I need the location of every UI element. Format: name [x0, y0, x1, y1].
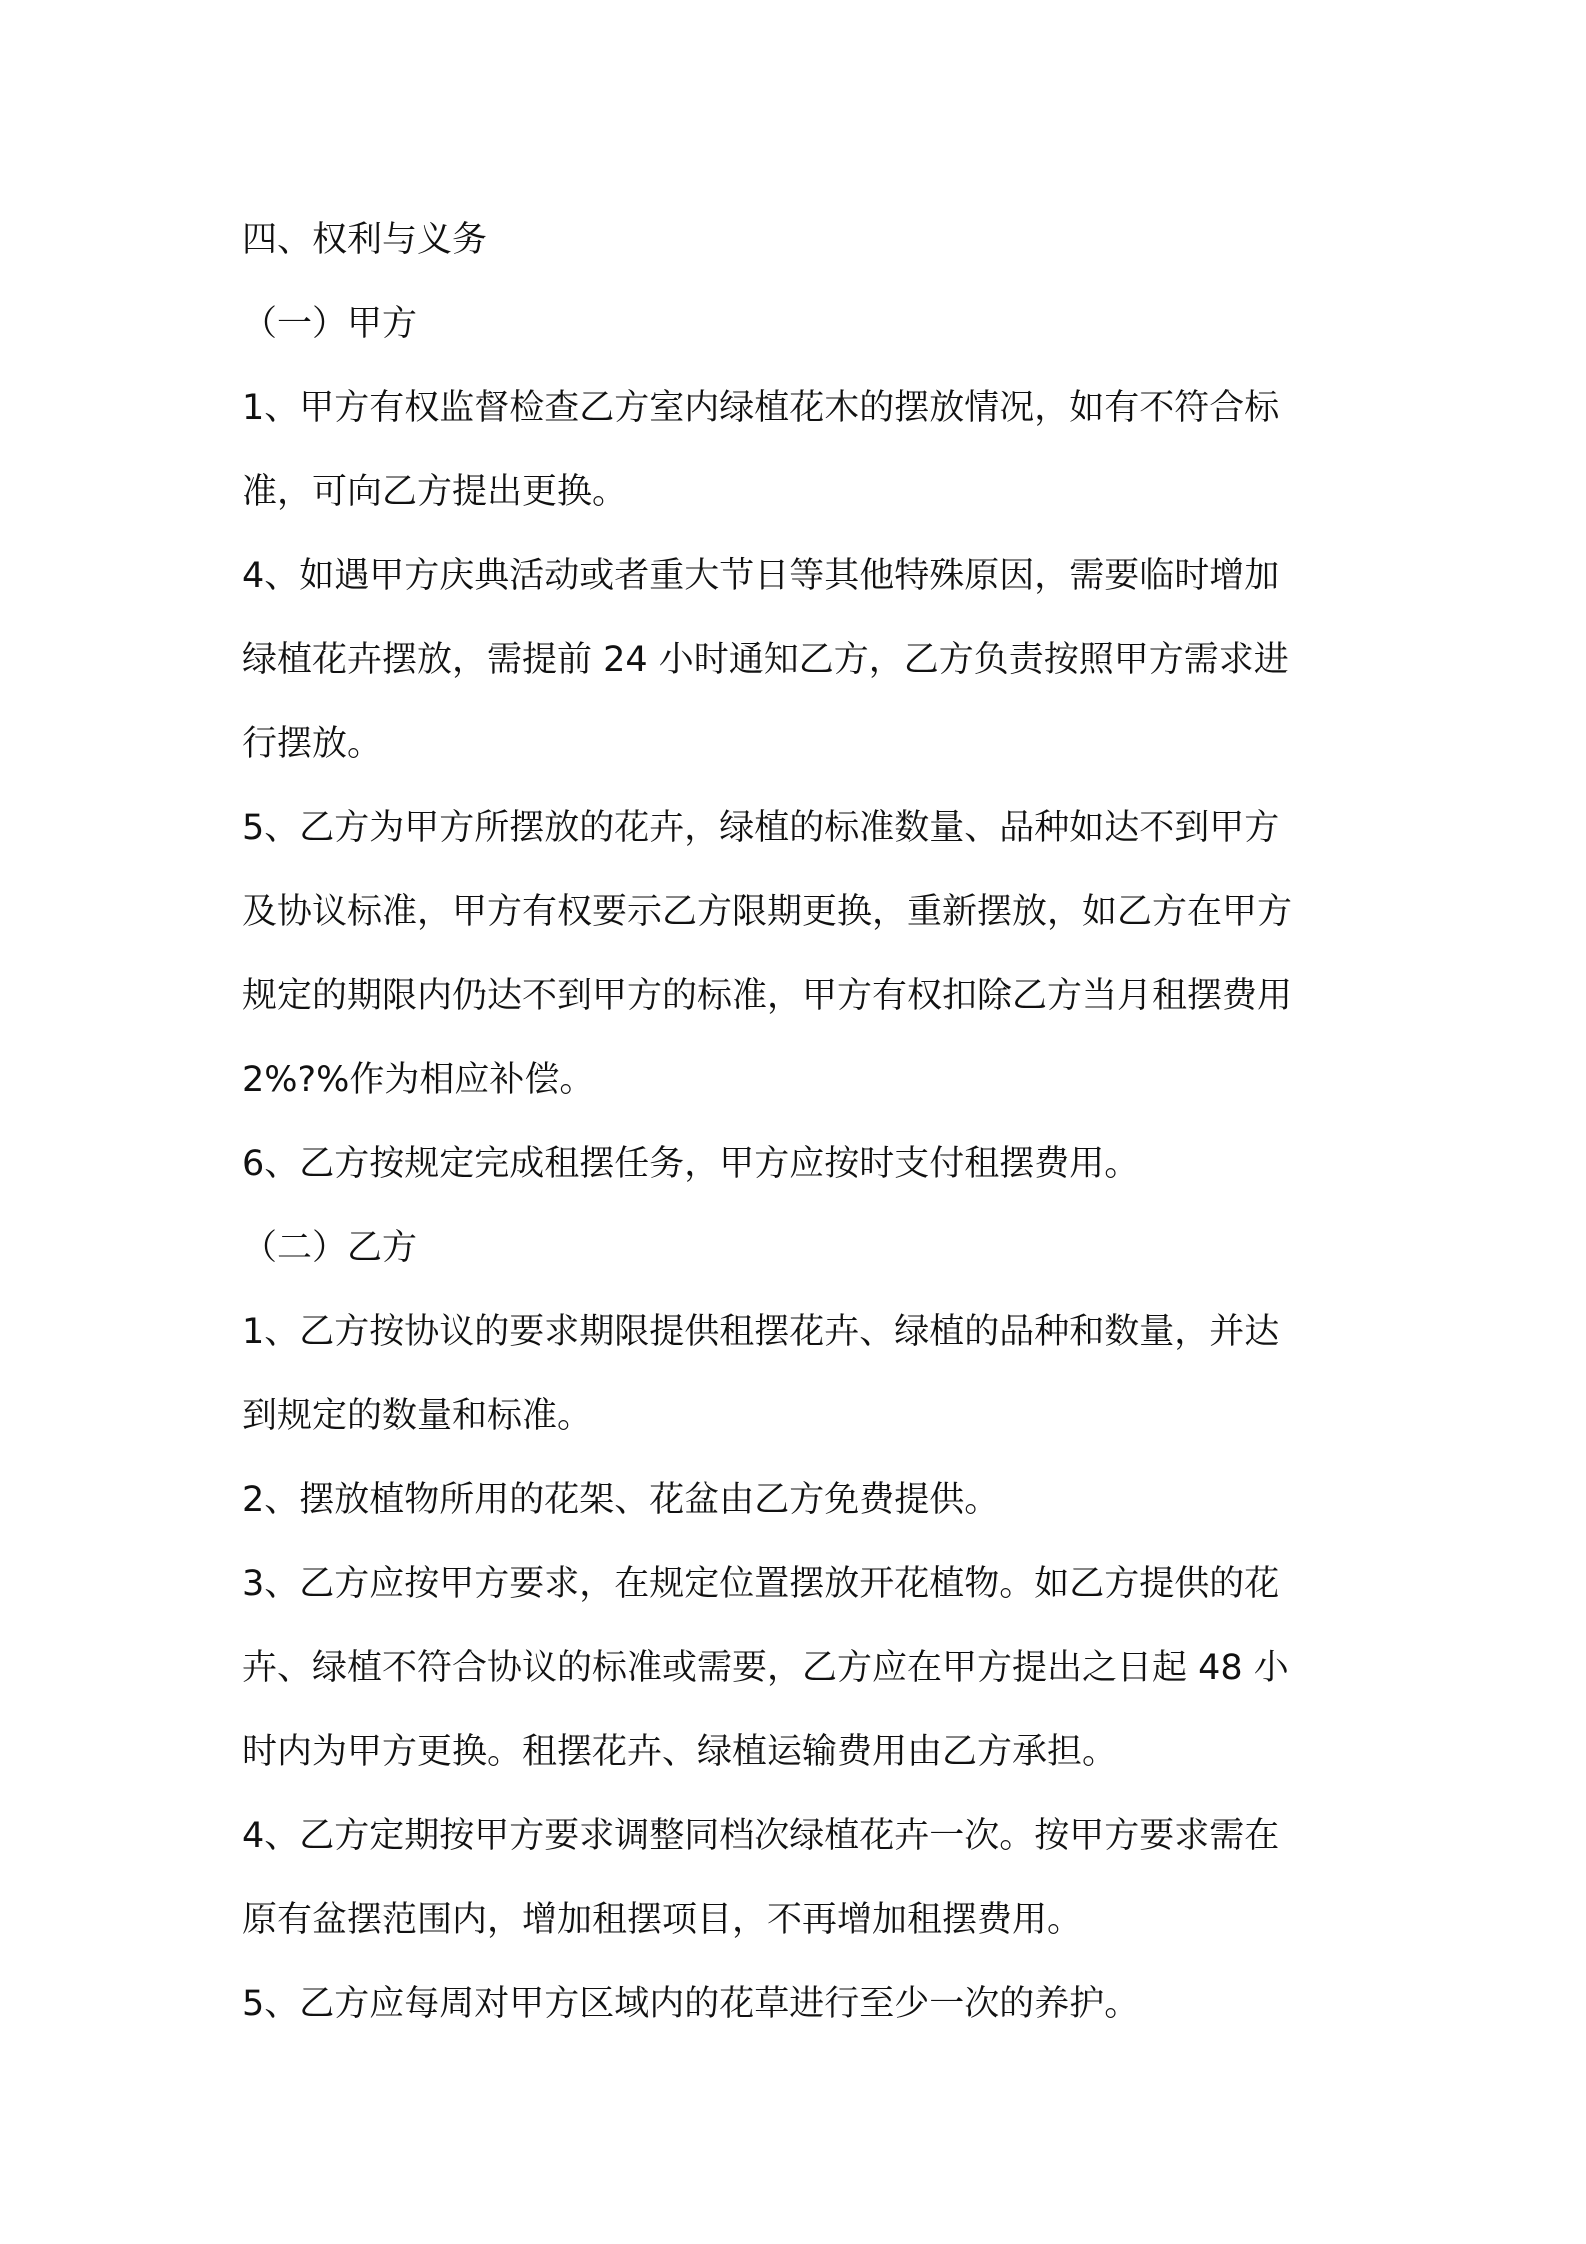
paragraph-line: 2%?%作为相应补偿。 [242, 1060, 595, 1100]
party-b-item-1 [242, 1290, 1362, 1458]
party-a-item-6 [242, 1122, 1362, 1206]
paragraph-line: 1、乙方按协议的要求期限提供租摆花卉、绿植的品种和数量，并达 [242, 1312, 1280, 1352]
paragraph-line: 2、摆放植物所用的花架、花盆由乙方免费提供。 [242, 1480, 1000, 1520]
paragraph-line: 原有盆摆范围内，增加租摆项目，不再增加租摆费用。 [242, 1900, 1083, 1940]
paragraph-line: 卉、绿植不符合协议的标准或需要，乙方应在甲方提出之日起 48 小 [242, 1648, 1289, 1688]
section-title: 四、权利与义务 [242, 220, 488, 260]
paragraph-line: 规定的期限内仍达不到甲方的标准，甲方有权扣除乙方当月租摆费用 [242, 976, 1293, 1016]
document-body [242, 198, 1362, 2046]
party-b-heading: （二）乙方 [242, 1228, 418, 1268]
paragraph-line: 3、乙方应按甲方要求，在规定位置摆放开花植物。如乙方提供的花 [242, 1564, 1280, 1604]
paragraph-line: 4、如遇甲方庆典活动或者重大节日等其他特殊原因，需要临时增加 [242, 556, 1280, 596]
party-a-item-5 [242, 786, 1362, 1122]
paragraph-line: 准，可向乙方提出更换。 [242, 472, 628, 512]
paragraph-line: 4、乙方定期按甲方要求调整同档次绿植花卉一次。按甲方要求需在 [242, 1816, 1280, 1856]
party-b-item-2 [242, 1458, 1362, 1542]
party-a-heading: （一）甲方 [242, 304, 418, 344]
paragraph-line: 5、乙方为甲方所摆放的花卉，绿植的标准数量、品种如达不到甲方 [242, 808, 1280, 848]
party-b-item-3 [242, 1542, 1362, 1794]
paragraph-line: 时内为甲方更换。租摆花卉、绿植运输费用由乙方承担。 [242, 1732, 1118, 1772]
paragraph-line: 1、甲方有权监督检查乙方室内绿植花木的摆放情况，如有不符合标 [242, 388, 1280, 428]
party-a-item-4 [242, 534, 1362, 786]
party-a-item-1 [242, 366, 1362, 534]
paragraph-line: 到规定的数量和标准。 [242, 1396, 593, 1436]
paragraph-line: 及协议标准，甲方有权要示乙方限期更换，重新摆放，如乙方在甲方 [242, 892, 1293, 932]
paragraph-line: 行摆放。 [242, 724, 383, 764]
party-b-item-4 [242, 1794, 1362, 1962]
paragraph-line: 6、乙方按规定完成租摆任务，甲方应按时支付租摆费用。 [242, 1144, 1140, 1184]
paragraph-line: 绿植花卉摆放，需提前 24 小时通知乙方，乙方负责按照甲方需求进 [242, 640, 1289, 680]
paragraph-line: 5、乙方应每周对甲方区域内的花草进行至少一次的养护。 [242, 1984, 1140, 2024]
party-b-item-5 [242, 1962, 1362, 2046]
